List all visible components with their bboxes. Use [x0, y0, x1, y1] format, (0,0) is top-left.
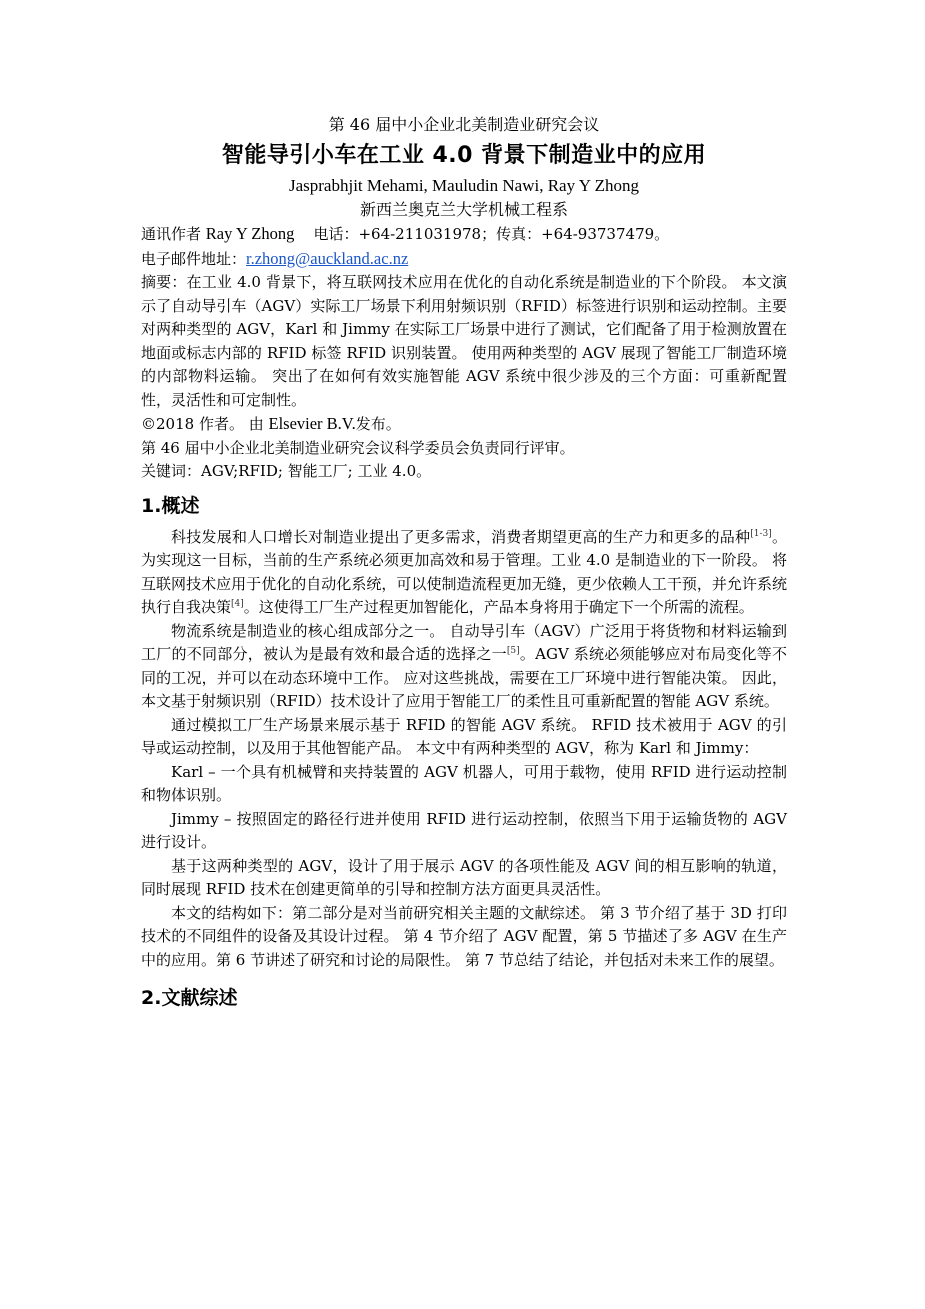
- publisher-name: Elsevier B.V.: [268, 414, 356, 433]
- paragraph-1: [141, 526, 787, 620]
- paragraph-karl: Karl – 一个具有机械臂和夹持装置的 AGV 机器人，可用于载物，使用 RFID 进行运动控制和物体识别。: [141, 762, 787, 804]
- paragraph-jimmy: Jimmy – 按照固定的路径行进并使用 RFID 进行运动控制，依照当下用于运输货物的 AGV 进行设计。: [141, 809, 787, 851]
- corr-label: 通讯作者: [141, 225, 206, 243]
- paragraph-2: [141, 620, 787, 714]
- email-line: [141, 247, 787, 272]
- conference-name: 第 46 届中小企业北美制造业研究会议: [328, 115, 600, 134]
- citation-1-3[interactable]: [1-3]: [750, 528, 772, 539]
- copyright: [141, 412, 787, 437]
- paragraph-2-text-b: 。AGV 系统必须能够应对布局变化等不同的工况，并可以在动态环境中工作。 应对这些挑战，需要在工厂环境中进行智能决策。 因此，本文基于射频识别（RFID）技术设计了应用于智能工厂的柔性且可重新配置的智能 AGV 系统。: [141, 645, 787, 710]
- corr-name: Ray Y Zhong: [205, 224, 295, 243]
- email-link[interactable]: r.zhong@auckland.ac.nz: [246, 248, 409, 268]
- copyright-text: ©2018 作者。 由: [141, 415, 269, 433]
- paper-title: 智能导引小车在工业 4.0 背景下制造业中的应用: [221, 143, 707, 168]
- paragraph-1-text-c: 。这使得工厂生产过程更加智能化，产品本身将用于确定下一个所需的流程。: [243, 598, 754, 616]
- phone-fax: 电话：+64-211031978；传真：+64-93737479。: [294, 225, 670, 243]
- corresponding-author: [141, 222, 787, 247]
- keywords: 关键词：AGV;RFID; 智能工厂; 工业 4.0。: [141, 462, 432, 480]
- paragraph-1-text-a: 科技发展和人口增长对制造业提出了更多需求，消费者期望更高的生产力和更多的品种: [171, 527, 751, 546]
- author-list: Jasprabhjit Mehami, Mauludin Nawi, Ray Y Zhong: [288, 176, 640, 195]
- section-2-heading: 2.文献综述: [141, 987, 238, 1009]
- paragraph-3: 通过模拟工厂生产场景来展示基于 RFID 的智能 AGV 系统。 RFID 技术被用于 AGV 的引导或运动控制，以及用于其他智能产品。 本文中有两种类型的 AGV，称为 Karl 和 Jimmy：: [141, 715, 787, 757]
- paper-page: [141, 112, 787, 1018]
- paragraph-1-text-b: 。 为实现这一目标，当前的生产系统必须更加高效和易于管理。工业 4.0 是制造业的下一阶段。 将互联网技术应用于优化的自动化系统，可以使制造流程更加无缝，更少依赖人工干预，并允许系统执行自我决策: [141, 527, 787, 616]
- section-1-heading: 1.概述: [141, 494, 200, 517]
- affiliation: 新西兰奥克兰大学机械工程系: [359, 200, 568, 219]
- citation-5[interactable]: [5]: [506, 646, 520, 656]
- paragraph-2-text-a: 物流系统是制造业的核心组成部分之一。 自动导引车（AGV）广泛用于将货物和材料运输到工厂的不同部分，被认为是最有效和最合适的选择之一: [141, 621, 787, 663]
- copyright-suffix: 发布。: [355, 415, 401, 433]
- paragraph-6: 基于这两种类型的 AGV，设计了用于展示 AGV 的各项性能及 AGV 间的相互影响的轨道，同时展现 RFID 技术在创建更简单的引导和控制方法方面更具灵活性。: [141, 856, 787, 898]
- peer-review-note: 第 46 届中小企业北美制造业研究会议科学委员会负责同行评审。: [141, 438, 575, 457]
- paragraph-structure: 本文的结构如下：第二部分是对当前研究相关主题的文献综述。 第 3 节介绍了基于 3D 打印技术的不同组件的设备及其设计过程。 第 4 节介绍了 AGV 配置，第 5 节描述了多 AGV 在生产中的应用。第 6 节讲述了研究和讨论的局限性。 第 7 节总结了结论，并包括对未来工作的展望。: [141, 903, 787, 969]
- abstract: 摘要：在工业 4.0 背景下，将互联网技术应用在优化的自动化系统是制造业的下个阶段。 本文演示了自动导引车（AGV）实际工厂场景下利用射频识别（RFID）标签进行识别和运动控制。主要对两种类型的 AGV，Karl 和 Jimmy 在实际工厂场景中进行了测试，它们配备了用于检测放置在地面或标志内部的 RFID 标签 RFID 识别装置。 使用两种类型的 AGV 展现了智能工厂制造环境的内部物料运输。 突出了在如何有效实施智能 AGV 系统中很少涉及的三个方面：可重新配置性，灵活性和可定制性。: [141, 273, 787, 409]
- citation-4[interactable]: [4]: [231, 599, 244, 609]
- email-label: 电子邮件地址：: [141, 249, 247, 268]
